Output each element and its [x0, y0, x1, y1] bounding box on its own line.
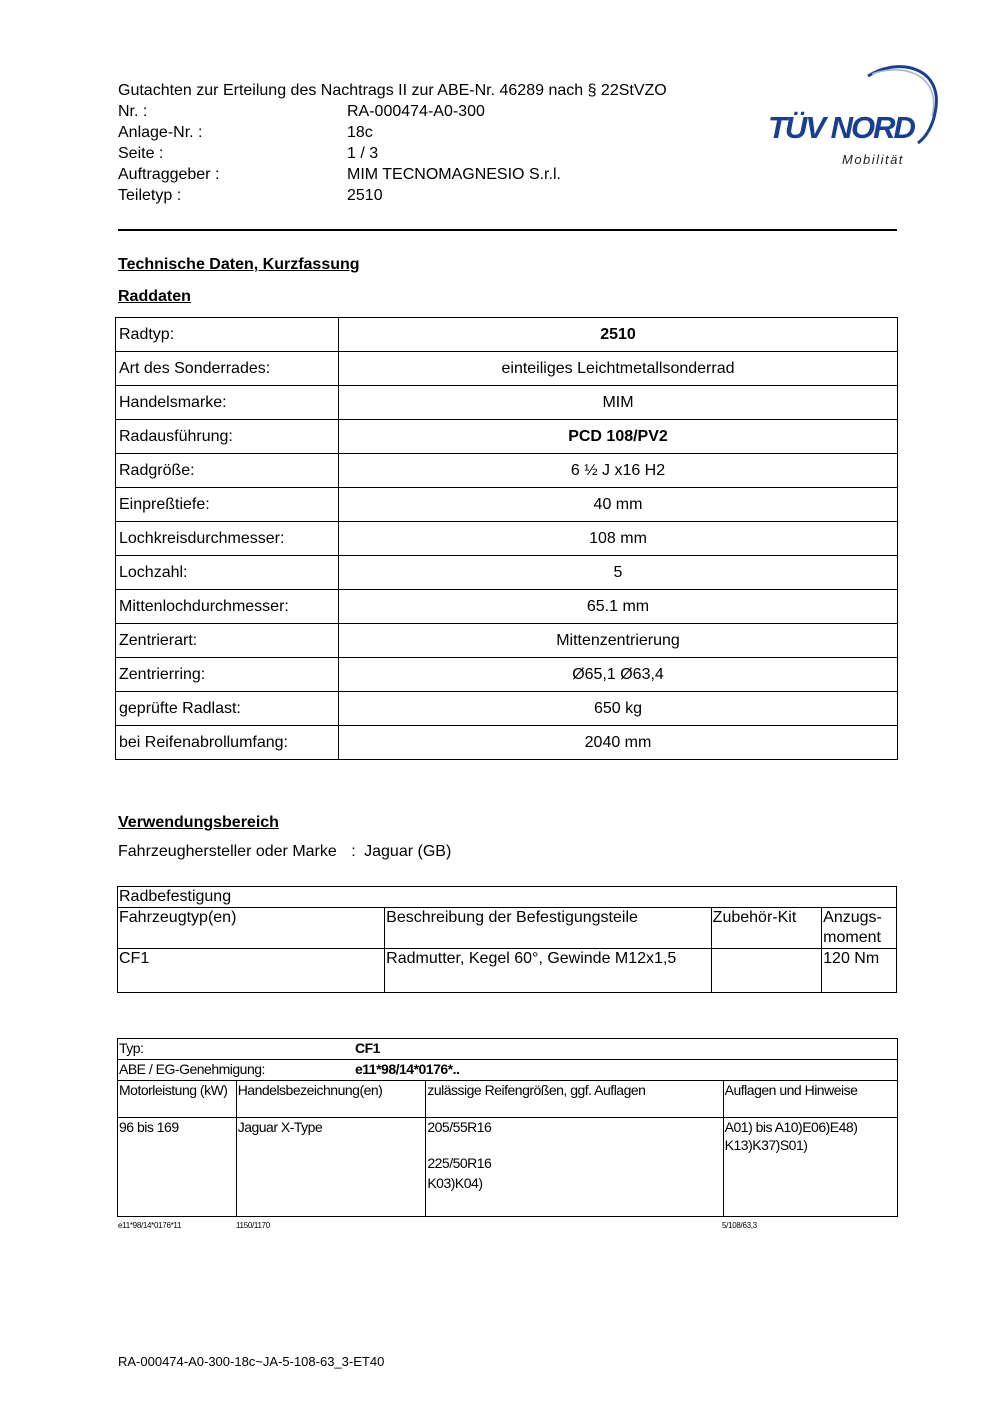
header-label: Seite : [118, 145, 164, 162]
header-value: 18c [347, 124, 373, 141]
typ-row [118, 1039, 898, 1060]
table-row [118, 1039, 898, 1060]
table-row [116, 624, 898, 658]
column-header: Anzugs-moment [822, 908, 897, 949]
table-cell-value: MIM [339, 386, 898, 420]
befestigung-title: Radbefestigung [118, 887, 897, 908]
small-ref-mid: 1150/1170 [236, 1221, 270, 1230]
header-row-anlage [118, 122, 667, 143]
table-cell-value [339, 318, 898, 352]
value-bold: PCD 108/PV2 [568, 427, 668, 445]
small-ref-right: 5/108/63,3 [722, 1221, 757, 1230]
tyre-size: 225/50R16 [427, 1155, 492, 1171]
header-row-auftraggeber [118, 164, 667, 185]
header-divider [118, 229, 897, 231]
document-header [118, 80, 667, 206]
table-cell-label: Radtyp: [116, 318, 339, 352]
column-header: Handelsbezeichnung(en) [236, 1081, 426, 1118]
table-cell-label: Art des Sonderrades: [116, 352, 339, 386]
table-row [116, 318, 898, 352]
table-row [116, 522, 898, 556]
abe-value: e11*98/14*0176*.. [355, 1061, 460, 1077]
table-cell-value [339, 420, 898, 454]
table-row [116, 590, 898, 624]
table-row [118, 1060, 898, 1081]
table-row [116, 488, 898, 522]
table-row [116, 556, 898, 590]
header-label: Anlage-Nr. : [118, 124, 203, 141]
table-row [116, 454, 898, 488]
table-cell-value: 5 [339, 556, 898, 590]
table-cell: Radmutter, Kegel 60°, Gewinde M12x1,5 [385, 949, 712, 993]
table-row [116, 692, 898, 726]
table-cell-label: Zentrierring: [116, 658, 339, 692]
table-row [118, 1118, 898, 1217]
section-tech-heading: Technische Daten, Kurzfassung [118, 256, 360, 273]
table-cell-label: Einpreßtiefe: [116, 488, 339, 522]
header-value: RA-000474-A0-300 [347, 103, 485, 120]
tyre-note: K03)K04) [427, 1175, 483, 1191]
tyre-size: 205/55R16 [427, 1119, 492, 1135]
table-cell-value: 65.1 mm [339, 590, 898, 624]
fahrzeug-value: Jaguar (GB) [364, 843, 452, 860]
table-row [116, 420, 898, 454]
column-header: Motorleistung (kW) [118, 1081, 237, 1118]
raddaten-table [115, 317, 898, 760]
hint-line: A01) bis A10)E06)E48) [724, 1119, 858, 1135]
value-bold: 2510 [600, 325, 636, 343]
header-row-nr [118, 101, 667, 122]
header-value: 2510 [347, 187, 383, 204]
fahrzeug-line [118, 843, 451, 861]
table-cell-tyres [426, 1118, 723, 1217]
table-cell-value: Ø65,1 Ø63,4 [339, 658, 898, 692]
table-cell-label: Radausführung: [116, 420, 339, 454]
table-cell-label: bei Reifenabrollumfang: [116, 726, 339, 760]
table-row [116, 658, 898, 692]
section-raddaten-heading: Raddaten [118, 288, 191, 305]
table-cell-label: Lochzahl: [116, 556, 339, 590]
logo-arc-icon [760, 58, 945, 168]
header-label: Auftraggeber : [118, 166, 220, 183]
logo-sub-text: Mobilität [842, 152, 904, 167]
column-header: Fahrzeugtyp(en) [118, 908, 385, 949]
header-value: 1 / 3 [347, 145, 379, 162]
hint-line: K13)K37)S01) [724, 1137, 808, 1153]
table-cell-value: 108 mm [339, 522, 898, 556]
header-label: Nr. : [118, 103, 148, 120]
table-header-row [118, 1081, 898, 1118]
column-header: Beschreibung der Befestigungsteile [385, 908, 712, 949]
table-row [116, 352, 898, 386]
tuv-nord-logo [760, 58, 945, 168]
logo-brand-text: TÜV NORD [768, 110, 914, 145]
table-row [118, 887, 897, 908]
table-cell-value: 40 mm [339, 488, 898, 522]
table-cell-value: 2040 mm [339, 726, 898, 760]
table-row [118, 949, 897, 993]
table-cell-value: 6 ½ J x16 H2 [339, 454, 898, 488]
typ-table [117, 1038, 898, 1217]
typ-value: CF1 [355, 1040, 380, 1056]
table-cell: 120 Nm [822, 949, 897, 993]
fahrzeug-sep: : [351, 843, 356, 860]
table-header-row [118, 908, 897, 949]
abe-label: ABE / EG-Genehmigung: [119, 1061, 265, 1077]
table-cell-label: geprüfte Radlast: [116, 692, 339, 726]
header-row-teiletyp [118, 185, 667, 206]
column-header: Zubehör-Kit [711, 908, 821, 949]
header-label: Teiletyp : [118, 187, 182, 204]
header-row-seite [118, 143, 667, 164]
table-cell-label: Lochkreisdurchmesser: [116, 522, 339, 556]
table-cell-value: Mittenzentrierung [339, 624, 898, 658]
table-cell-label: Zentrierart: [116, 624, 339, 658]
column-header: zulässige Reifengrößen, ggf. Auflagen [426, 1081, 723, 1118]
document-title: Gutachten zur Erteilung des Nachtrags II zur ABE-Nr. 46289 nach § 22StVZO [118, 82, 667, 99]
header-value: MIM TECNOMAGNESIO S.r.l. [347, 166, 561, 183]
table-row [116, 726, 898, 760]
befestigung-table [117, 886, 897, 993]
table-cell-kw: 96 bis 169 [118, 1118, 237, 1217]
table-cell [711, 949, 821, 993]
table-cell-label: Handelsmarke: [116, 386, 339, 420]
table-cell-value: einteiliges Leichtmetallsonderrad [339, 352, 898, 386]
small-ref-left: e11*98/14*0176*11 [118, 1221, 182, 1230]
table-cell-name: Jaguar X-Type [236, 1118, 426, 1217]
fahrzeug-label: Fahrzeughersteller oder Marke [118, 843, 337, 860]
table-cell-label: Mittenlochdurchmesser: [116, 590, 339, 624]
column-header: Auflagen und Hinweise [723, 1081, 897, 1118]
table-cell-value: 650 kg [339, 692, 898, 726]
table-cell: CF1 [118, 949, 385, 993]
section-verwendung-heading: Verwendungsbereich [118, 814, 279, 831]
typ-label: Typ: [119, 1040, 144, 1056]
table-row [116, 386, 898, 420]
table-cell-hints [723, 1118, 897, 1217]
abe-row [118, 1060, 898, 1081]
document-footer: RA-000474-A0-300-18c~JA-5-108-63_3-ET40 [118, 1354, 385, 1369]
table-cell-label: Radgröße: [116, 454, 339, 488]
